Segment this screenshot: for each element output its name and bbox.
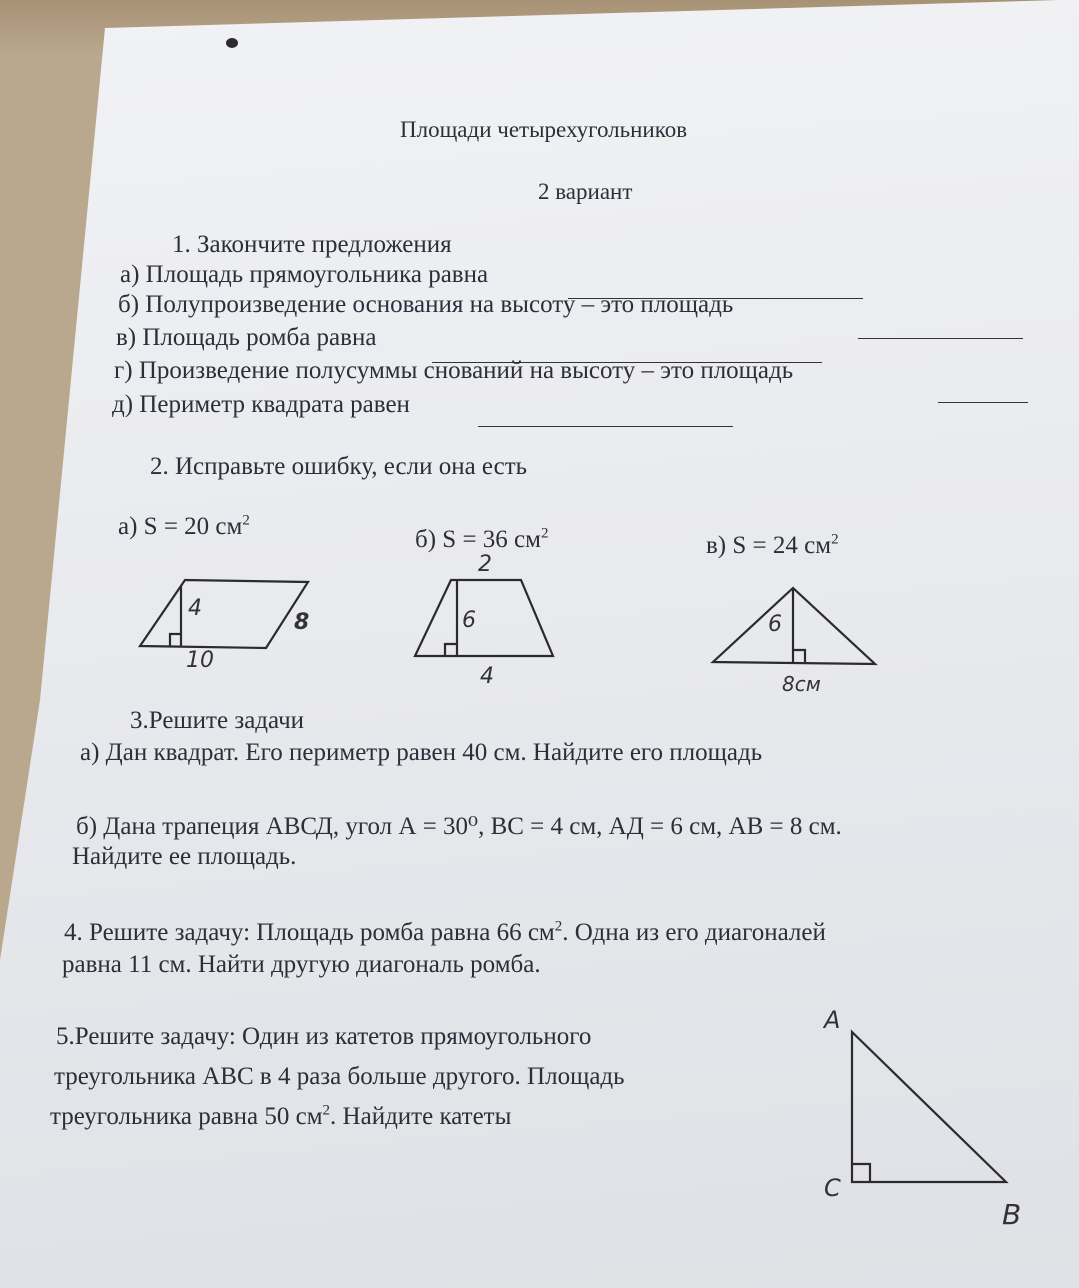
fig-b-height-label: 6 xyxy=(462,608,476,633)
triangle-figure xyxy=(705,582,885,672)
vertex-c-label: C xyxy=(824,1174,841,1202)
task2-b-exp: 2 xyxy=(540,525,549,542)
task3-b-line2: Найдите ее площадь. xyxy=(72,843,297,870)
fig-b-top-label: 2 xyxy=(478,552,492,577)
task2-b-formula: б) S = 36 $см^2$ xyxy=(415,525,549,553)
fig-c-height-label: 6 xyxy=(768,612,782,637)
page-title: Площади четырехугольников xyxy=(400,117,688,142)
answer-blank-b xyxy=(858,338,1023,339)
right-angle-mark-c xyxy=(793,650,805,663)
task2-heading: 2. Исправьте ошибку, если она есть xyxy=(150,453,528,480)
task4-exp: 2 xyxy=(554,918,563,935)
right-triangle-abc-figure xyxy=(840,1020,1020,1195)
triangle-abc-shape xyxy=(852,1032,1006,1182)
fig-a-height-label: 4 xyxy=(188,596,202,621)
fig-a-side-label: 8 xyxy=(294,610,310,635)
task1-item-e: д) Периметр квадрата равен xyxy=(112,391,410,418)
task2-a-exp: 2 xyxy=(242,512,250,529)
task4-line2: равна 11 см. Найти другую диагональ ромба. xyxy=(62,951,541,978)
task5-line3: треугольника равна 50 $см^2$. Найдите катеты xyxy=(50,1102,512,1130)
task3-a: а) Дан квадрат. Его периметр равен 40 см. Найдите его площадь xyxy=(80,739,763,766)
task5-line2: треугольника АВС в 4 раза больше другого. Площадь xyxy=(54,1063,625,1090)
right-angle-mark-b xyxy=(445,644,457,656)
task4-line1: 4. Решите задачу: Площадь ромба равна 66 $см^2$. Одна из его диагоналей xyxy=(64,918,826,946)
task1-item-a: а) Площадь прямоугольника равна xyxy=(120,261,489,288)
ink-dot xyxy=(226,38,238,48)
task2-c-formula: в) S = 24 $см^2$ xyxy=(706,531,839,559)
task3-heading: 3.Решите задачи xyxy=(130,707,305,734)
task3-b-line1: б) Дана трапеция АВСД, угол А = 30⁰, ВС = 4 см, АД = 6 см, АВ = 8 см. xyxy=(76,813,842,840)
task2-a-formula: а) S = 20 $см^2$ xyxy=(118,512,250,540)
trapezoid-shape xyxy=(415,580,553,656)
variant-label: 2 вариант xyxy=(538,179,633,204)
task1-item-d: г) Произведение полусуммы снований на высоту – это площадь xyxy=(114,357,794,384)
vertex-b-label: B xyxy=(1002,1198,1022,1231)
answer-blank-d xyxy=(938,402,1028,403)
task1-item-b: б) Полупроизведение основания на высоту – это площадь xyxy=(118,291,734,318)
task2-c-exp: 2 xyxy=(831,531,839,548)
task5-exp: 2 xyxy=(322,1102,331,1119)
trapezoid-figure xyxy=(405,570,565,670)
fig-a-base-label: 10 xyxy=(186,648,214,673)
task1-heading: 1. Закончите предложения xyxy=(172,231,452,258)
right-angle-mark-c-vertex xyxy=(852,1164,870,1182)
parallelogram-shape xyxy=(140,580,308,648)
fig-c-base-label: 8см xyxy=(782,672,821,696)
task1-item-c: в) Площадь ромба равна xyxy=(116,324,377,351)
task5-line1: 5.Решите задачу: Один из катетов прямоугольного xyxy=(56,1023,592,1050)
answer-blank-e xyxy=(478,426,733,427)
fig-b-base-label: 4 xyxy=(480,664,494,689)
vertex-a-label: A xyxy=(824,1006,841,1034)
right-angle-mark-a xyxy=(170,634,181,646)
